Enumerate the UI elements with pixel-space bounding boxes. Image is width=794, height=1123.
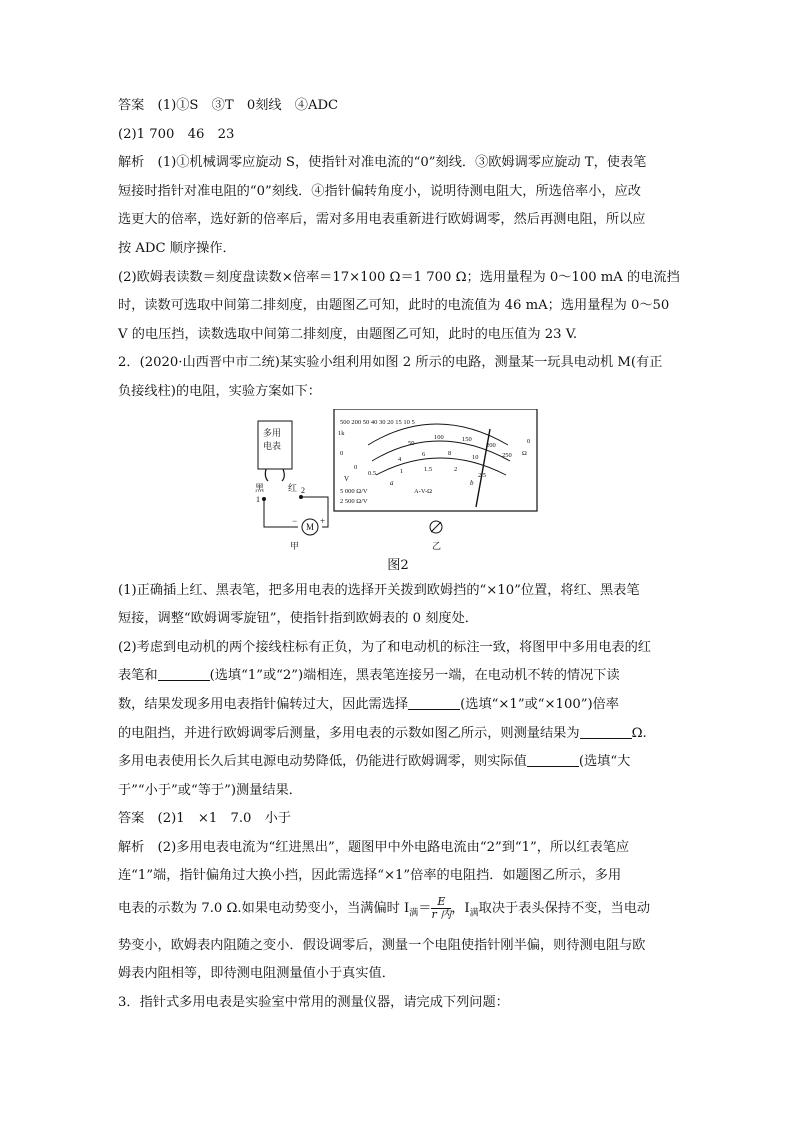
needle [476, 429, 490, 507]
q2-part2-line-1: (2)考虑到电动机的两个接线柱标有正负，为了和电动机的标注一致，将图甲中多用电表的红 [118, 639, 651, 655]
meter-dial [334, 409, 537, 551]
avo-label: A-V-Ω [414, 487, 432, 495]
red-label: 红 [288, 482, 298, 493]
q2-part2-line-2 [118, 662, 678, 691]
meter-label-1: 多用 [263, 427, 282, 438]
ac-10-label: 10 [472, 453, 479, 461]
mark-b: b [470, 478, 474, 487]
q2-analysis-line-3 [118, 891, 678, 932]
sub-label-yi: 乙 [432, 540, 442, 551]
q2-part2-line-6: 于”“小于”或“等于”)测量结果． [118, 782, 302, 798]
low-25-label: 2.5 [478, 471, 487, 479]
ac-6-label: 6 [422, 450, 426, 458]
ohm-zero-label: 0 [527, 437, 531, 445]
volt-symbol: V [344, 474, 350, 483]
motor-plus: + [320, 515, 326, 526]
text: (选填“1”或“2”)端相连，黑表笔连接另一端，在电动机不转的情况下读 [209, 668, 620, 684]
dc-50-label: 50 [408, 439, 415, 447]
figure-caption: 图2 [387, 557, 409, 573]
q2-answer-line: 答案 (2)1 ×1 7.0 小于 [118, 811, 291, 827]
text: ＝ [418, 901, 432, 917]
circuit-and-meter-figure [118, 409, 678, 555]
analysis-line-2: 短接时指针对准电阻的“0”刻线．④指针偏转角度小，说明待测电阻大，所选倍率小，应改 [118, 183, 641, 199]
page [118, 92, 678, 1017]
answer-line-2: (2)1 700 46 23 [118, 126, 235, 142]
analysis-line-5: (2)欧姆表读数＝刻度盘读数×倍率＝17×100 Ω＝1 700 Ω；选用量程为 0～100 mA 的电流挡 [118, 269, 680, 285]
motor-label: M [306, 521, 315, 532]
analysis-line-3: 选更大的倍率，选好新的倍率后，需对多用电表重新进行欧姆调零，然后再测电阻，所以应 [118, 212, 646, 228]
q2-analysis-line-2: 连“1”端，指针偏角过大换小挡，因此需选择“×1”倍率的电阻挡．如题图乙所示，多用 [118, 868, 622, 884]
mark-a: a [390, 478, 394, 487]
terminal-1-label: 1 [256, 494, 260, 504]
text: 电表的示数为 7.0 Ω.如果电动势变小，当满偏时 I [118, 901, 410, 917]
text: 表笔和 [118, 668, 158, 684]
analysis-line-7: V 的电压挡，读数选取中间第二排刻度，由题图乙可知，此时的电压值为 23 V. [118, 326, 578, 342]
answer-blank[interactable] [158, 666, 210, 681]
subscript: 满 [409, 908, 419, 919]
figure-2 [118, 409, 678, 555]
dc-100-label: 100 [434, 433, 444, 441]
dc-150-label: 150 [462, 435, 472, 443]
answer-blank[interactable] [527, 752, 579, 767]
text: 取决于表头保持不变，当电动 [478, 901, 651, 917]
analysis-line-1: 解析 (1)①机械调零应旋动 S，使指针对准电流的“0”刻线．③欧姆调零应旋动 T，使表笔 [118, 155, 647, 171]
spec-1: 5 000 Ω/V [340, 487, 368, 495]
sub-label-jia: 甲 [290, 540, 300, 551]
question-2-line-1: 2．(2020·山西晋中市二统)某实验小组利用如图 2 所示的电路，测量某一玩具电动机 M(有正 [118, 355, 663, 371]
dc-250-label: 250 [502, 451, 512, 459]
text: ，I [451, 901, 470, 917]
subscript: 满 [469, 908, 479, 919]
ac-4-label: 4 [398, 455, 402, 463]
text: 数，结果发现多用电表指针偏转过大，因此需选择 [118, 696, 409, 712]
q2-analysis-line-5: 姆表内阻相等，即待测电阻测量值小于真实值． [118, 966, 395, 982]
analysis-line-6: 时，读数可选取中间第二排刻度，由题图乙可知，此时的电流值为 46 mA；选用量程为 0～50 [118, 298, 670, 314]
black-label: 黑 [255, 482, 265, 493]
terminal-2-label: 2 [301, 485, 305, 495]
text: (选填“大 [578, 754, 631, 770]
q2-analysis-line-4: 势变小，欧姆表内阻随之变小．假设调零后，测量一个电阻使指针刚半偏，则待测电阻与欧 [118, 937, 646, 953]
answer-line-1: 答案 (1)①S ③T 0刻线 ④ADC [118, 98, 339, 113]
spec-2: 2 500 Ω/V [340, 497, 368, 505]
low-2-label: 2 [454, 465, 458, 473]
fraction-denominator: r 内 [431, 908, 452, 922]
q2-part1-line-1: (1)正确插上红、黑表笔，把多用电表的选择开关拨到欧姆挡的“×10”位置，将红、黑表笔 [118, 582, 640, 598]
answer-blank[interactable] [580, 724, 632, 739]
text: 多用电表使用长久后其电源电动势降低，仍能进行欧姆调零，则实际值 [118, 754, 527, 770]
ac-8-label: 8 [448, 449, 452, 457]
question-2-line-2: 负接线柱)的电阻，实验方案如下： [118, 383, 321, 399]
fraction-numerator: E [431, 896, 451, 909]
q2-part2-line-4 [118, 720, 678, 749]
low-1-label: 1 [400, 467, 404, 475]
circuit-diagram [255, 421, 328, 551]
text: Ω. [631, 725, 647, 741]
question-3-line: 3．指针式多用电表是实验室中常用的测量仪器，请完成下列问题： [118, 994, 509, 1010]
q2-analysis-line-1: 解析 (2)多用电表电流为“红进黑出”，题图甲中外电路电流由“2”到“1”，所以红表笔应 [118, 839, 630, 855]
ohm-scale-labels: 500 200 50 40 30 20 15 10 5 [340, 418, 415, 426]
meter-label-2: 电表 [263, 440, 282, 451]
dc-zero-label: 0 [340, 449, 344, 457]
low-15-label: 1.5 [424, 465, 433, 473]
low-0-label: 0 [354, 463, 358, 471]
q2-part2-line-5 [118, 748, 678, 777]
analysis-line-4: 按 ADC 顺序操作． [118, 240, 236, 256]
red-lead [282, 469, 284, 481]
motor-minus: − [292, 515, 298, 526]
omega-mark: Ω [522, 449, 527, 457]
ohm-1k-label: 1k [338, 429, 345, 437]
fraction [431, 896, 451, 921]
answer-blank[interactable] [408, 695, 460, 710]
q2-part1-line-2: 短接，调整“欧姆调零旋钮”，使指针指到欧姆表的 0 刻度处． [118, 611, 478, 627]
text: (选填“×1”或“×100”)倍率 [460, 696, 619, 712]
low-05-label: 0.5 [368, 469, 377, 477]
text: 的电阻挡，并进行欧姆调零后测量，多用电表的示数如图乙所示，则测量结果为 [118, 725, 580, 741]
knob-slot [431, 522, 441, 532]
q2-part2-line-3 [118, 691, 678, 720]
dc-200-label: 200 [486, 441, 496, 449]
black-lead [265, 469, 268, 481]
